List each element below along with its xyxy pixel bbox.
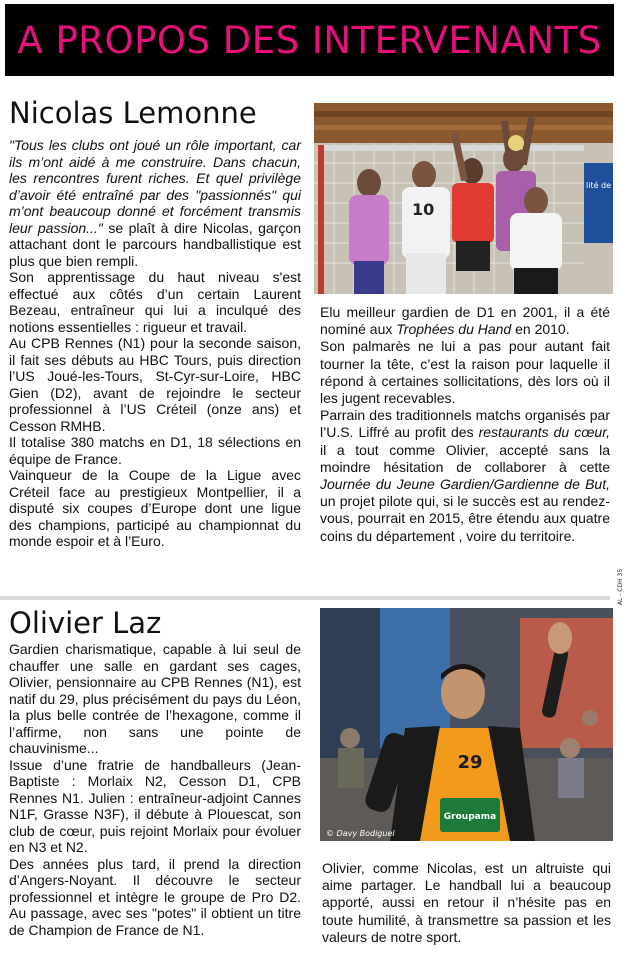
nicolas-paragraph-1	[9, 137, 301, 269]
nicolas-quote: "Tous les clubs ont joué un rôle important, car ils m’ont aidé à me construire. Dans chacun, les rencontres furent riches. Et quel privilège d’avoir été entraîné par des "passionnés" qui m’ont beaucoup donné et forcément transmis leur passion..."	[9, 137, 301, 236]
olivier-photo	[320, 608, 613, 841]
goalkeeper-portrait-image	[320, 608, 613, 841]
text-run: il a tout comme Olivier, accepté sans la moindre hésitation de collaborer à cette	[320, 441, 610, 475]
olivier-jersey-number: 29	[457, 752, 483, 773]
olivier-left-text	[9, 641, 301, 938]
nicolas-paragraph-3: Au CPB Rennes (N1) pour la seconde saison, il fait ses débuts au HBC Tours, puis direction l’US Joué-les-Tours, St-Cyr-sur-Loire, HBC Gien (D2), avant de rejoindre le secteur professionnel à l’US Créteil (onze ans) et Cesson RMHB.	[9, 335, 301, 434]
nicolas-paragraph-5: Vainqueur de la Coupe de la Ligue avec Créteil face au prestigieux Montpellier, il a disputé six coupes d’Europe dont une ligue des champions, participé au championnat du monde espoir et à l’Euro.	[9, 467, 301, 549]
nicolas-paragraph-2: Son apprentissage du haut niveau s'est effectué aux côtés d’un certain Laurent Bezeau, entraîneur qui lui a inculqué des notions essentielles : rigueur et travail.	[9, 269, 301, 335]
text-run: Elu meilleur gardien de D1 en 2001, il a été nominé aux	[320, 304, 610, 338]
banner-title: A PROPOS DES INTERVENANTS	[17, 18, 602, 62]
title-banner	[5, 4, 614, 76]
photo1-sign: lité de V	[586, 181, 620, 190]
nicolas-right-paragraph-3	[320, 407, 610, 545]
nicolas-photo	[314, 103, 620, 294]
olivier-name: Olivier Laz	[9, 606, 162, 640]
trophees-du-hand: Trophées du Hand	[396, 321, 512, 338]
section-divider	[0, 596, 610, 600]
journee-title: Journée du Jeune Gardien/Gardienne de But,	[320, 476, 610, 493]
olivier-paragraph-3: Des années plus tard, il prend la direction d’Angers-Noyant. Il découvre le secteur professionnel et intègre le groupe de Pro D2. Au passage, avec ses "potes" il obtient un titre de Champion de France de N1.	[9, 855, 301, 938]
olivier-right-paragraph: Olivier, comme Nicolas, est un altruiste qui aime partager. Le handball lui a beaucoup apporté, aussi en retour il n’hésite pas en toute humilité, à transmettre sa passion et les valeurs de notre sport.	[322, 860, 611, 945]
restaurants-du-coeur: restaurants du cœur,	[478, 424, 610, 441]
goalkeeper-action-image	[314, 103, 620, 294]
nicolas-right-paragraph-1	[320, 304, 610, 338]
nicolas-name: Nicolas Lemonne	[9, 96, 257, 130]
olivier-paragraph-2: Issue d’une fratrie de handballeurs (Jean-Baptiste : Morlaix N2, Cesson D1, CPB Rennes N1. Julien : entraîneur-adjoint Cannes N1F, Grasse N3F), il débute à Plouescat, son club de cœur, puis rejoint Morlaix pour évoluer en N3 et N2.	[9, 756, 301, 855]
olivier-jersey-sponsor: Groupama	[443, 812, 497, 822]
olivier-paragraph-1: Gardien charismatique, capable à lui seul de chauffer une salle en gardant ses cages, Olivier, pensionnaire au CPB Rennes (N1), est natif du 29, plus précisément du pays du Léon, la plus belle contrée de l’hexagone, comme il l’affirme, non sans une pointe de chauvinisme...	[9, 641, 301, 756]
text-run: en 2010.	[511, 321, 570, 338]
photo1-jersey-number: 10	[412, 200, 435, 219]
side-credit: AL - CDH 35	[616, 568, 624, 606]
text-run: Parrain des traditionnels matchs organisés par l’U.S. Liffré au profit des	[320, 407, 610, 441]
photo-credit: © Davy Bodiguel	[326, 829, 395, 838]
nicolas-right-text	[320, 304, 610, 545]
text-run: un projet pilote qui, si le succès est au rendez-vous, pourrait en 2015, être étendu aux quatre coins du département , voire du territoire.	[320, 493, 610, 544]
nicolas-quote-attribution: se plaît à dire Nicolas, garçon attachant dont le parcours handballistique est plus que bien rempli.	[9, 219, 301, 269]
nicolas-right-paragraph-2: Son palmarès ne lui a pas pour autant fait tourner la tête, c’est la raison pour laquelle il répond à certaines sollicitations, dès lors où il les jugent recevables.	[320, 338, 610, 407]
nicolas-paragraph-4: Il totalise 380 matchs en D1, 18 sélections en équipe de France.	[9, 434, 301, 467]
nicolas-left-text	[9, 137, 301, 550]
olivier-right-text	[322, 860, 611, 946]
